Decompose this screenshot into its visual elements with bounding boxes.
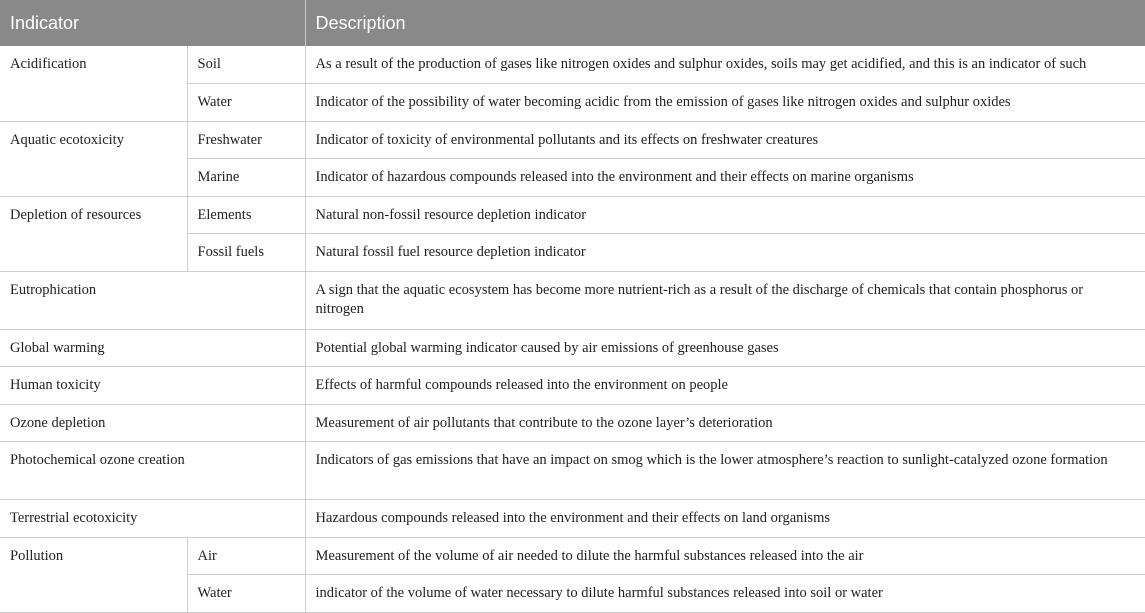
table-row: [0, 367, 1145, 405]
description-cell: Indicator of hazardous compounds released into the environment and their effects on marine organisms: [305, 159, 1145, 197]
table-row: [0, 537, 1145, 575]
table-row: [0, 404, 1145, 442]
subcategory-cell: Soil: [187, 46, 305, 84]
table-row: [0, 500, 1145, 538]
subcategory-cell: Elements: [187, 196, 305, 234]
category-cell: Human toxicity: [0, 367, 305, 405]
description-cell: Natural fossil fuel resource depletion indicator: [305, 234, 1145, 272]
category-cell: Terrestrial ecotoxicity: [0, 500, 305, 538]
description-cell: Effects of harmful compounds released into the environment on people: [305, 367, 1145, 405]
category-cell: Pollution: [0, 537, 187, 612]
table-header: [0, 0, 1145, 46]
description-cell: As a result of the production of gases like nitrogen oxides and sulphur oxides, soils may get acidified, and this is an indicator of such: [305, 46, 1145, 84]
subcategory-cell: Water: [187, 84, 305, 122]
subcategory-cell: Marine: [187, 159, 305, 197]
category-cell: Aquatic ecotoxicity: [0, 121, 187, 196]
subcategory-cell: Freshwater: [187, 121, 305, 159]
table-row: [0, 196, 1145, 234]
description-cell: A sign that the aquatic ecosystem has become more nutrient-rich as a result of the discharge of chemicals that contain phosphorus or nitrogen: [305, 271, 1145, 329]
subcategory-cell: Water: [187, 575, 305, 613]
description-cell: Indicator of toxicity of environmental pollutants and its effects on freshwater creatures: [305, 121, 1145, 159]
description-cell: Potential global warming indicator caused by air emissions of greenhouse gases: [305, 329, 1145, 367]
description-cell: Measurement of air pollutants that contribute to the ozone layer’s deterioration: [305, 404, 1145, 442]
table-row: [0, 442, 1145, 500]
description-cell: Natural non-fossil resource depletion indicator: [305, 196, 1145, 234]
table-row: [0, 271, 1145, 329]
description-cell: Indicators of gas emissions that have an impact on smog which is the lower atmosphere’s reaction to sunlight-catalyzed ozone formation: [305, 442, 1145, 500]
category-cell: Global warming: [0, 329, 305, 367]
category-cell: Photochemical ozone creation: [0, 442, 305, 500]
table-row: [0, 46, 1145, 84]
header-description: Description: [305, 0, 1145, 46]
description-cell: Hazardous compounds released into the environment and their effects on land organisms: [305, 500, 1145, 538]
subcategory-cell: Air: [187, 537, 305, 575]
header-row: [0, 0, 1145, 46]
description-cell: Indicator of the possibility of water becoming acidic from the emission of gases like nitrogen oxides and sulphur oxides: [305, 84, 1145, 122]
header-indicator: Indicator: [0, 0, 305, 46]
description-cell: Measurement of the volume of air needed to dilute the harmful substances released into the air: [305, 537, 1145, 575]
subcategory-cell: Fossil fuels: [187, 234, 305, 272]
category-cell: Eutrophication: [0, 271, 305, 329]
table-body: [0, 46, 1145, 612]
category-cell: Depletion of resources: [0, 196, 187, 271]
table-row: [0, 121, 1145, 159]
table-row: [0, 329, 1145, 367]
category-cell: Acidification: [0, 46, 187, 121]
description-cell: indicator of the volume of water necessary to dilute harmful substances released into soil or water: [305, 575, 1145, 613]
category-cell: Ozone depletion: [0, 404, 305, 442]
